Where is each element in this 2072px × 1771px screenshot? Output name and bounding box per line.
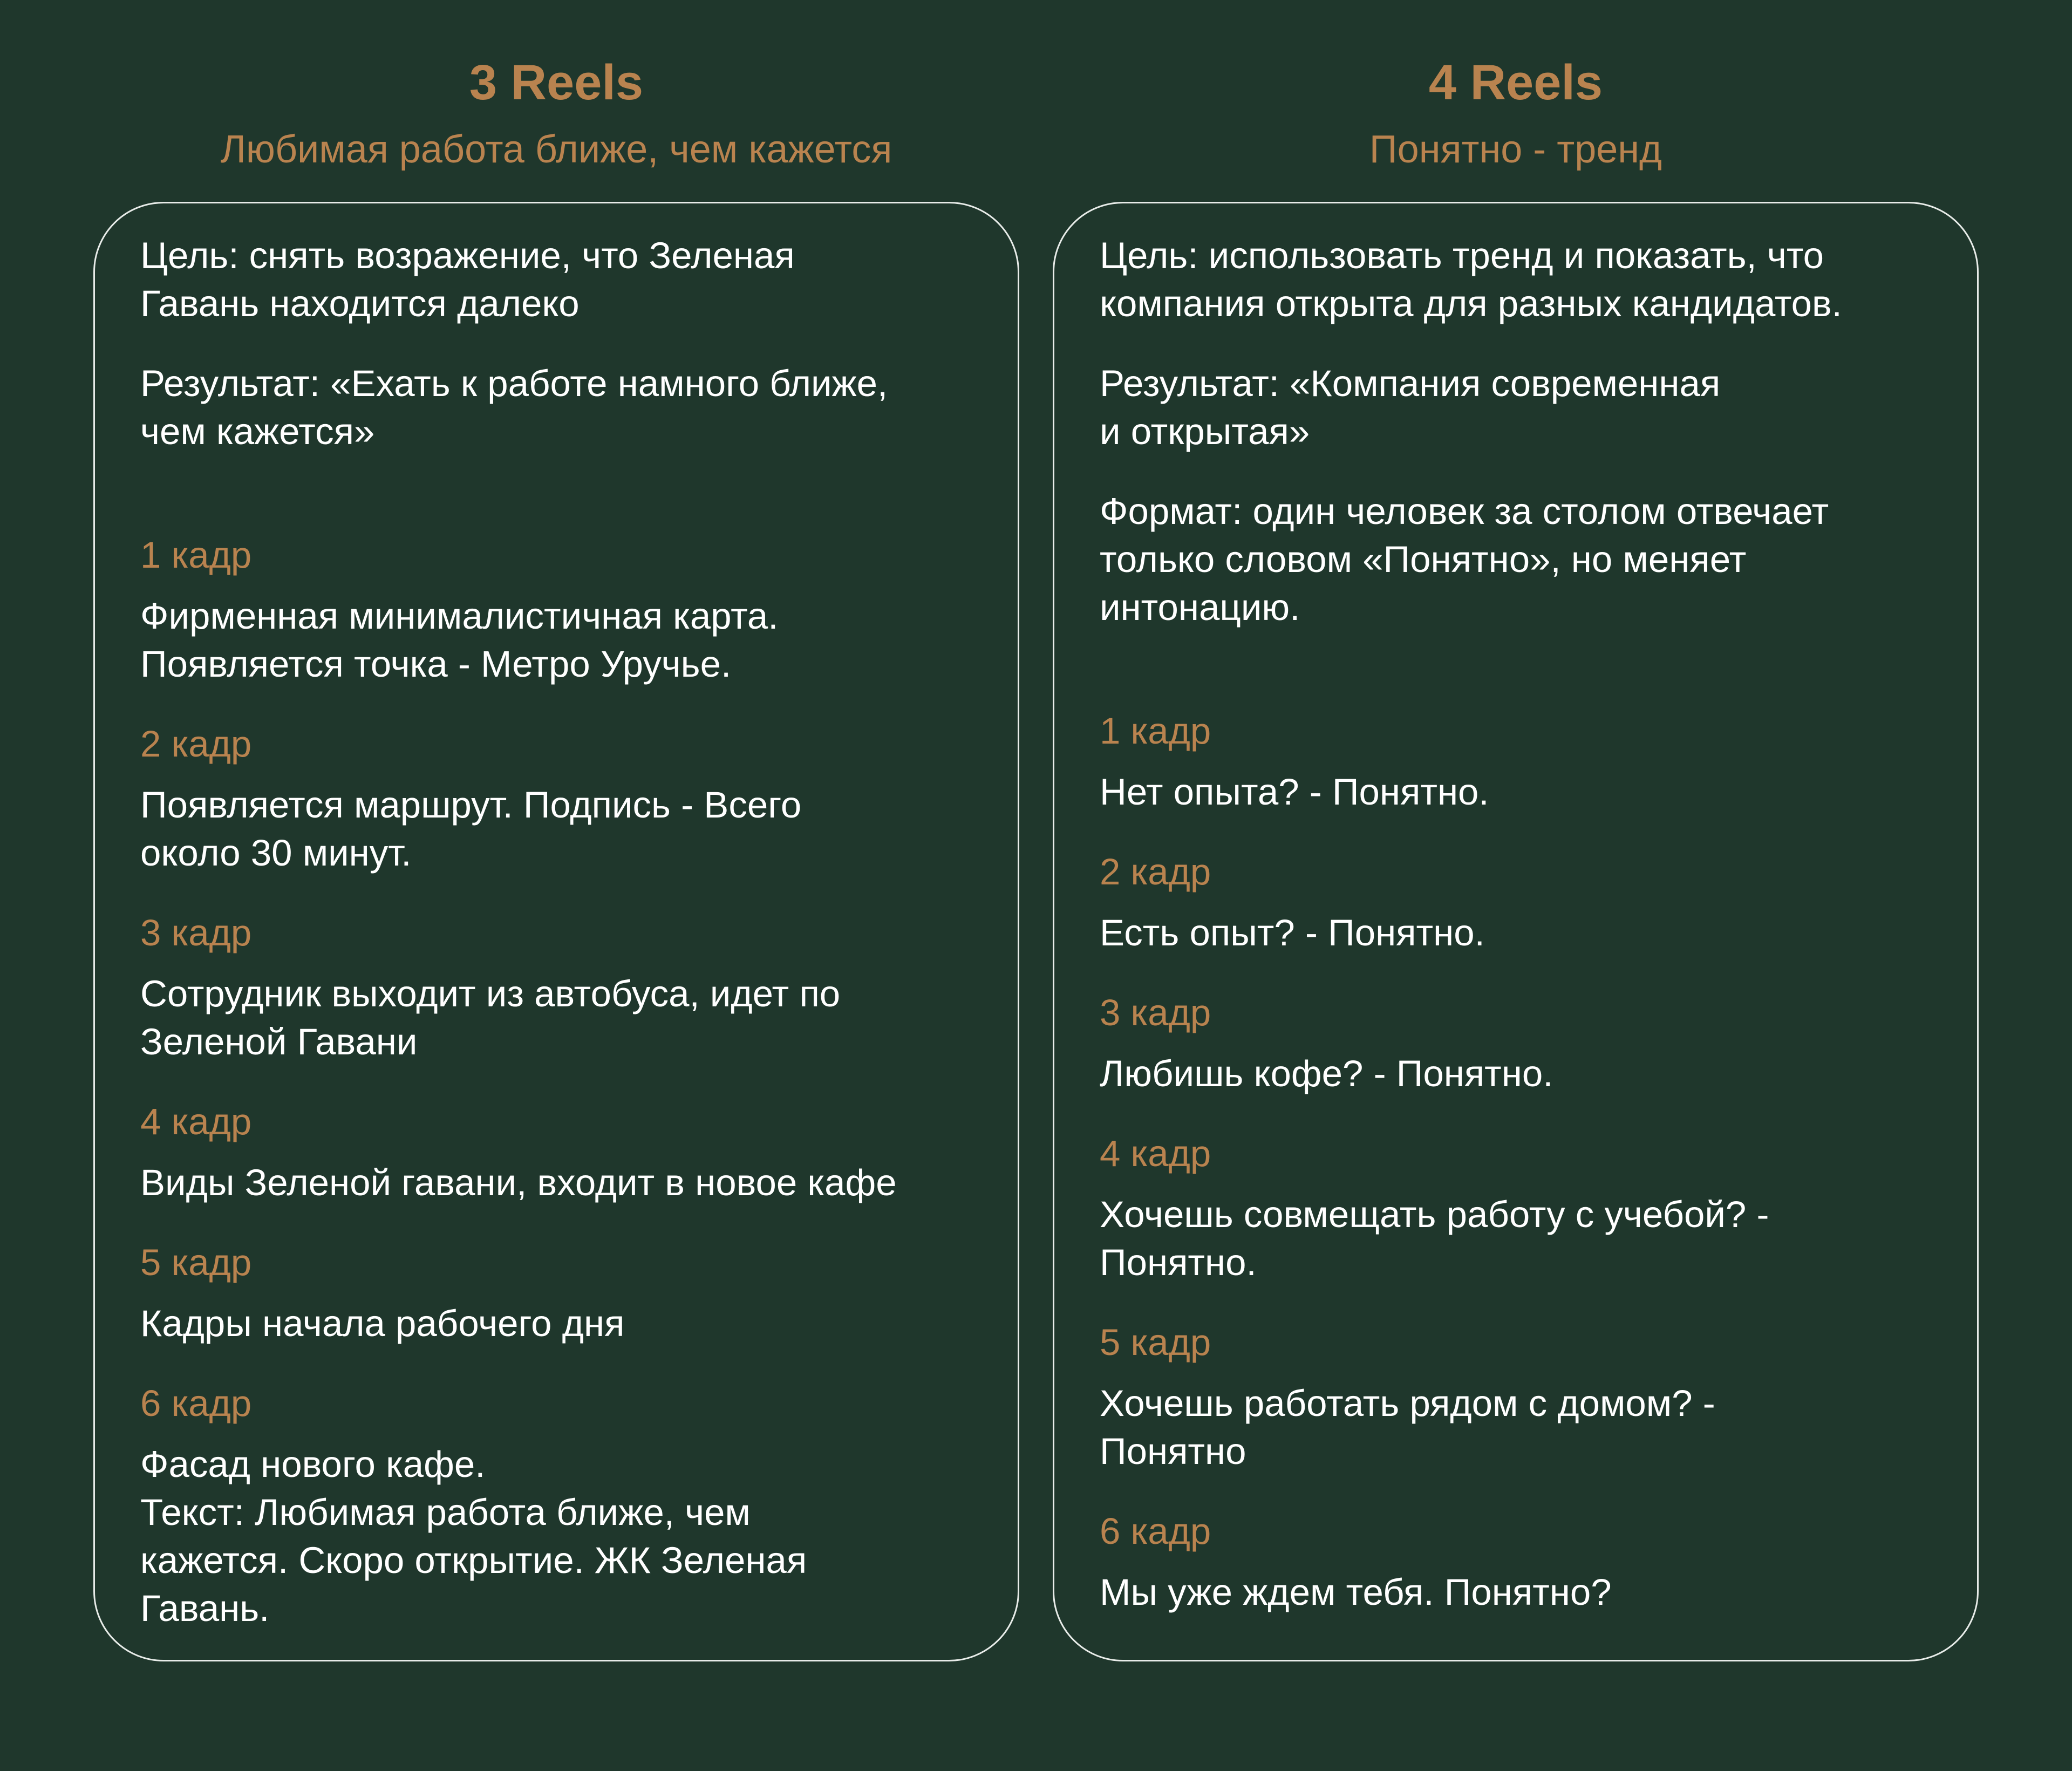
frame-label: 4 кадр [140,1101,252,1142]
reel-script-card [93,202,1019,1661]
frame-text: Фирменная минималистичная карта. Появляется точка - Метро Уручье. [140,595,779,685]
result-text: Результат: «Ехать к работе намного ближе, чем кажется» [140,363,888,452]
frame-label: 6 кадр [1100,1510,1211,1552]
frame-label: 5 кадр [140,1242,252,1283]
frame-label: 2 кадр [140,723,252,765]
frame-label: 4 кадр [1100,1133,1211,1174]
frame-label: 2 кадр [1100,851,1211,893]
reel-script-card [1053,202,1979,1661]
frame-text: Нет опыта? - Понятно. [1100,771,1489,813]
reel-title: 4 Reels [1428,55,1603,110]
frame-text: Любишь кофе? - Понятно. [1100,1053,1553,1094]
frame-text: Кадры начала рабочего дня [140,1303,625,1344]
frame-text: Появляется маршрут. Подпись - Всего около 30 минут. [140,784,802,874]
goal-text: Цель: снять возражение, что Зеленая Гавань находится далеко [140,235,795,324]
reel-subtitle: Понятно - тренд [1369,128,1662,171]
frame-text: Хочешь работать рядом с домом? - Понятно [1100,1382,1715,1472]
reel-title: 3 Reels [469,55,644,110]
frame-label: 3 кадр [140,912,252,953]
frame-label: 6 кадр [140,1382,252,1424]
frame-text: Фасад нового кафе. Текст: Любимая работа ближе, чем кажется. Скоро открытие. ЖК Зеленая Гавань. [140,1443,807,1629]
frame-label: 3 кадр [1100,992,1211,1033]
reel-subtitle: Любимая работа ближе, чем кажется [220,128,892,171]
frame-text: Мы уже ждем тебя. Понятно? [1100,1571,1612,1613]
frame-text: Виды Зеленой гавани, входит в новое кафе [140,1162,897,1203]
frame-text: Сотрудник выходит из автобуса, идет по Зеленой Гавани [140,973,841,1062]
frame-label: 1 кадр [140,534,252,576]
result-text: Результат: «Компания современная и открытая» [1100,363,1721,452]
frame-text: Хочешь совмещать работу с учебой? - Понятно. [1100,1194,1769,1283]
goal-text: Цель: использовать тренд и показать, что компания открыта для разных кандидатов. [1100,235,1842,324]
format-text: Формат: один человек за столом отвечает только словом «Понятно», но меняет интонацию. [1100,491,1829,628]
frame-label: 5 кадр [1100,1322,1211,1363]
frame-text: Есть опыт? - Понятно. [1100,912,1485,953]
frame-label: 1 кадр [1100,710,1211,752]
